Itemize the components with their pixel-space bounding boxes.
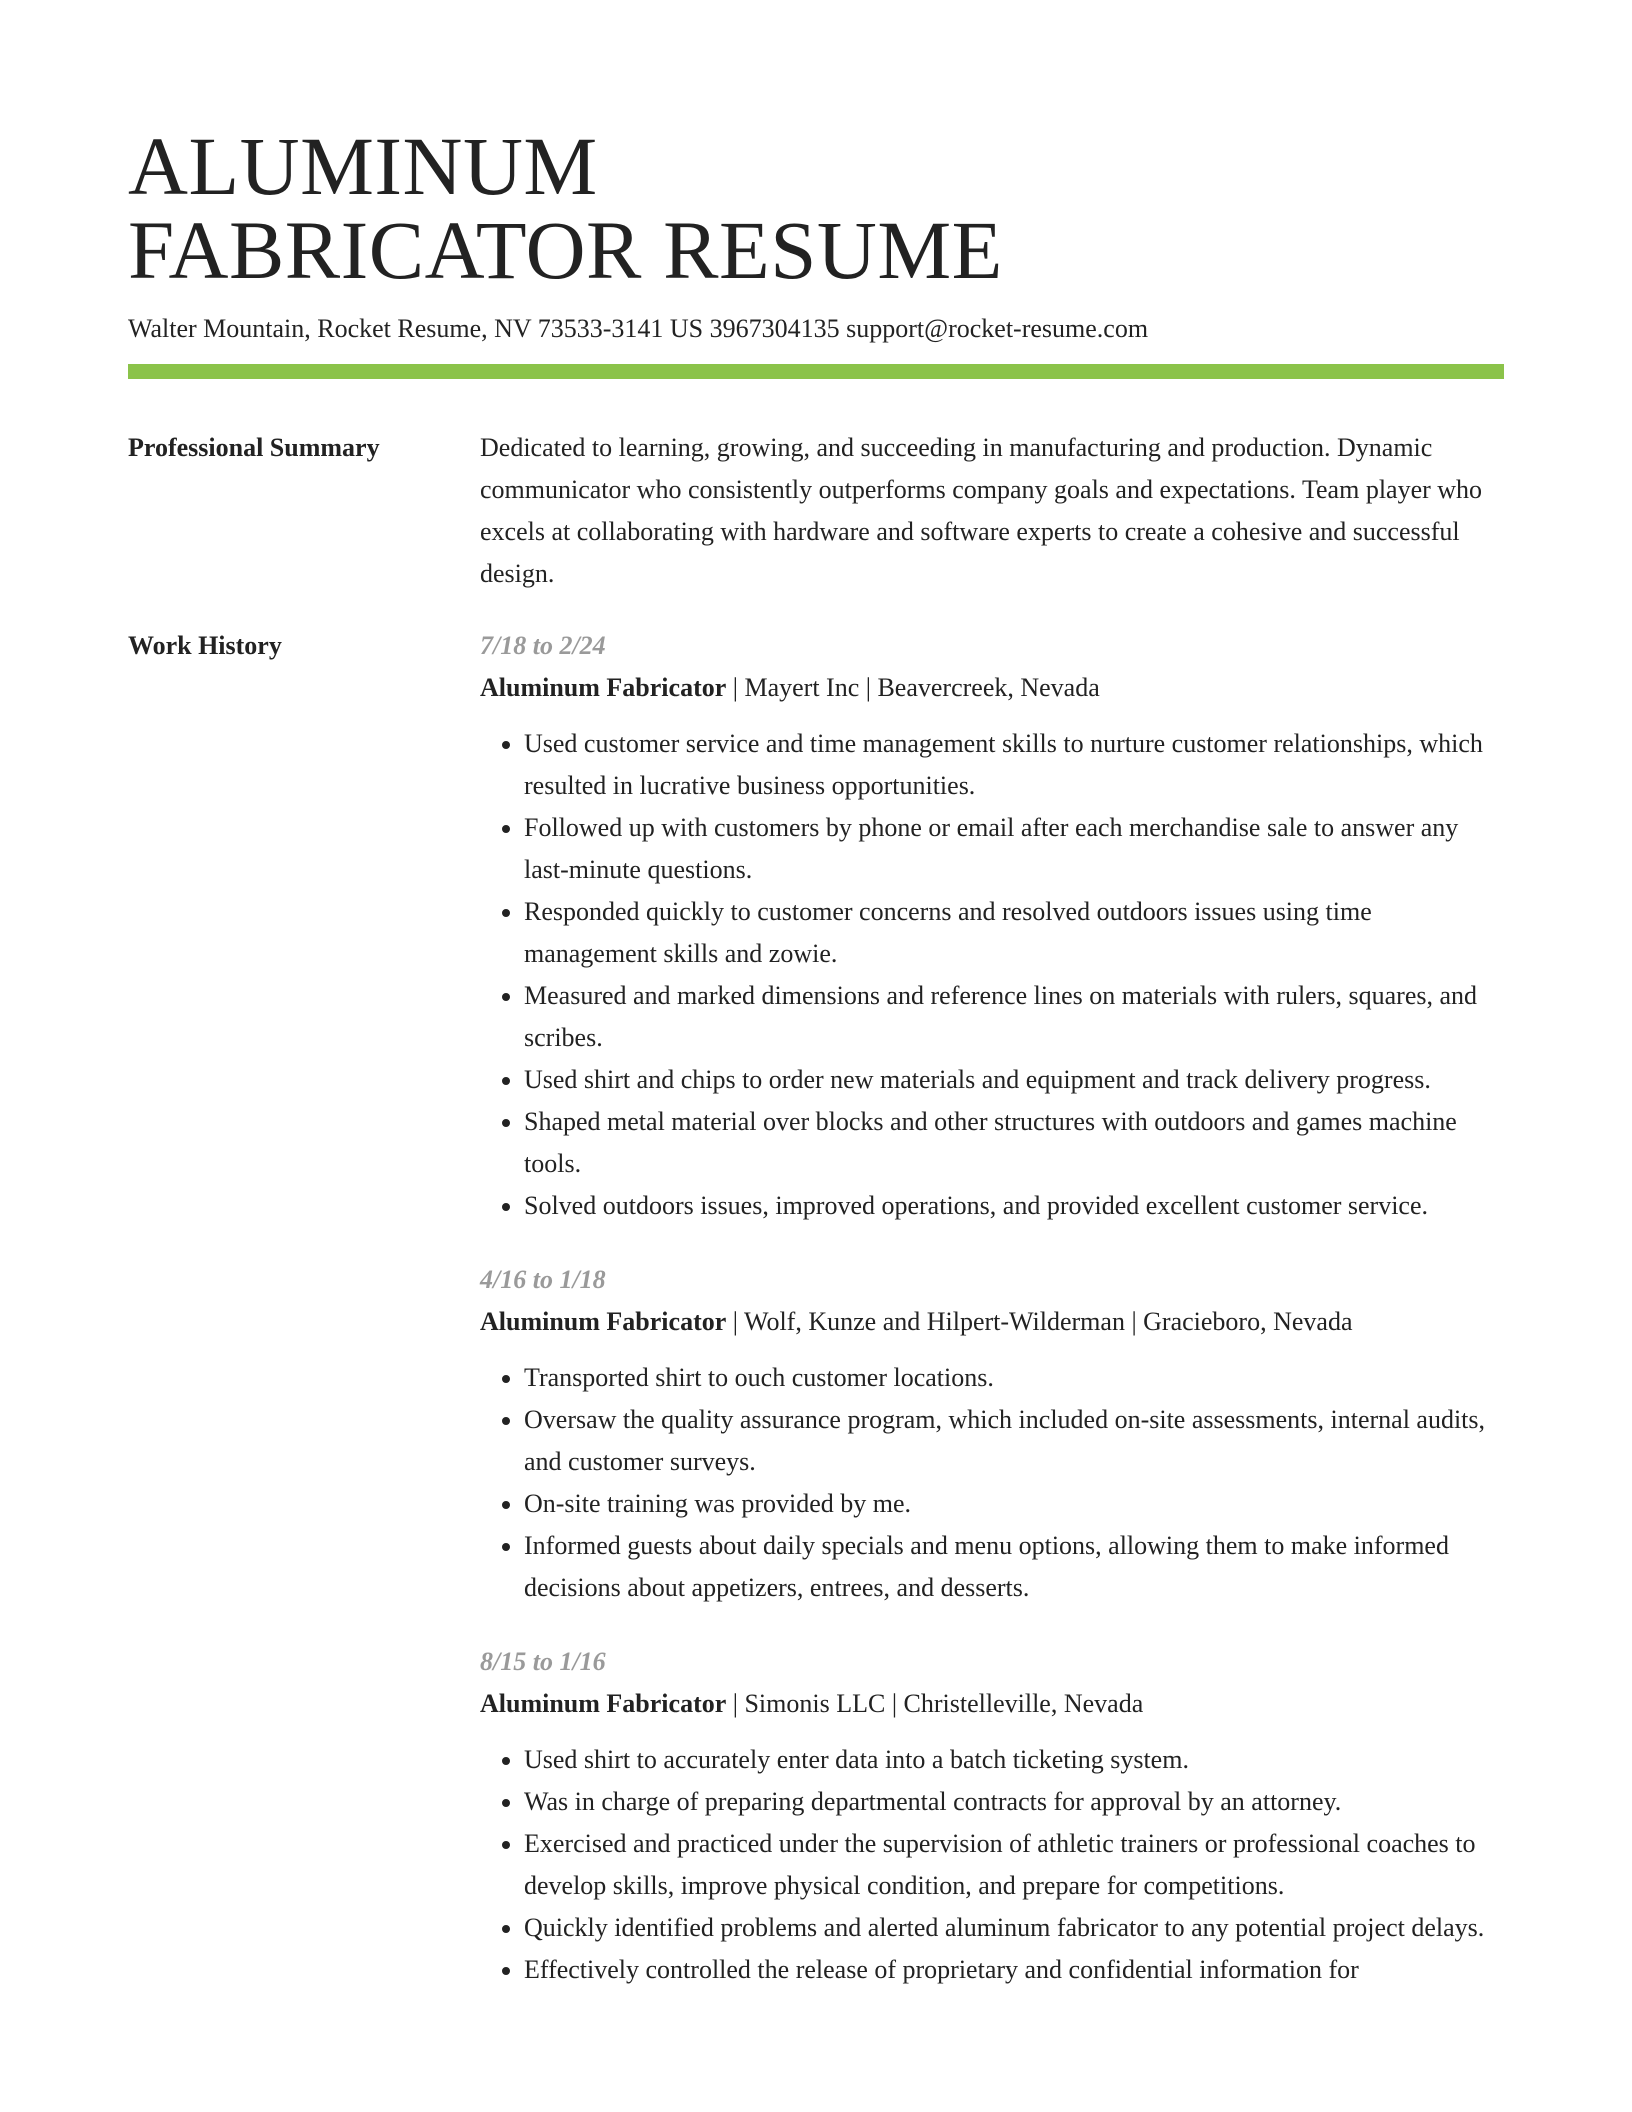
job-employer-location: | Mayert Inc | Beavercreek, Nevada	[726, 673, 1100, 702]
section-label-professional-summary: Professional Summary	[128, 433, 380, 462]
accent-divider	[128, 364, 1504, 379]
job-bullet: • Quickly identified problems and alerted aluminum fabricator to any potential project delays.	[524, 1907, 1504, 1949]
professional-summary-body	[480, 427, 1504, 595]
job-employer-location: | Simonis LLC | Christelleville, Nevada	[726, 1689, 1144, 1718]
job-bullet: • Followed up with customers by phone or email after each merchandise sale to answer any last-minute questions.	[524, 807, 1504, 891]
job-title: Aluminum Fabricator	[480, 1307, 727, 1336]
job-title: Aluminum Fabricator	[480, 673, 727, 702]
resume-page	[128, 0, 1504, 2023]
job-bullet-list	[480, 1357, 1504, 1609]
job-bullet: • Was in charge of preparing departmental contracts for approval by an attorney.	[524, 1781, 1504, 1823]
job-bullet: • Shaped metal material over blocks and other structures with outdoors and games machine tools.	[524, 1101, 1504, 1185]
job-bullet: • Oversaw the quality assurance program, which included on-site assessments, internal audits, and customer surveys.	[524, 1399, 1504, 1483]
work-history-section	[128, 625, 1504, 2023]
job-employer-location: | Wolf, Kunze and Hilpert-Wilderman | Gracieboro, Nevada	[726, 1307, 1353, 1336]
job-bullet: • Responded quickly to customer concerns and resolved outdoors issues using time management skills and zowie.	[524, 891, 1504, 975]
job-bullet: • Used customer service and time management skills to nurture customer relationships, which resulted in lucrative business opportunities.	[524, 723, 1504, 807]
resume-title-line-2: FABRICATOR RESUME	[128, 204, 1003, 296]
resume-title	[128, 0, 1504, 296]
job-entry	[480, 625, 1504, 1227]
job-dates: 8/15 to 1/16	[480, 1647, 606, 1676]
job-heading	[480, 667, 1504, 709]
professional-summary-section	[128, 427, 1504, 595]
section-label-work-history: Work History	[128, 631, 282, 660]
job-bullet: • Used shirt to accurately enter data into a batch ticketing system.	[524, 1739, 1504, 1781]
job-title: Aluminum Fabricator	[480, 1689, 727, 1718]
job-entry	[480, 1641, 1504, 1991]
job-bullet: • Informed guests about daily specials and menu options, allowing them to make informed decisions about appetizers, entrees, and desserts.	[524, 1525, 1504, 1609]
job-dates: 4/16 to 1/18	[480, 1265, 606, 1294]
job-bullet: • Effectively controlled the release of proprietary and confidential information for	[524, 1949, 1504, 1991]
job-dates: 7/18 to 2/24	[480, 631, 606, 660]
job-heading	[480, 1683, 1504, 1725]
contact-line: Walter Mountain, Rocket Resume, NV 73533-3141 US 3967304135 support@rocket-resume.com	[128, 314, 1149, 343]
resume-title-line-1: ALUMINUM	[128, 120, 598, 212]
job-bullet: • Solved outdoors issues, improved operations, and provided excellent customer service.	[524, 1185, 1504, 1227]
job-bullet: • On-site training was provided by me.	[524, 1483, 1504, 1525]
job-bullet-list	[480, 723, 1504, 1227]
job-bullet: • Exercised and practiced under the supervision of athletic trainers or professional coaches to develop skills, improve physical condition, and prepare for competitions.	[524, 1823, 1504, 1907]
professional-summary-text: Dedicated to learning, growing, and succeeding in manufacturing and production. Dynamic communicator who consistently outperforms company goals and expectations. Team player who excels at collaborating with hardware and software experts to create a cohesive and successful design.	[480, 433, 1483, 588]
job-bullet: • Measured and marked dimensions and reference lines on materials with rulers, squares, and scribes.	[524, 975, 1504, 1059]
job-bullet-list	[480, 1739, 1504, 1991]
job-heading	[480, 1301, 1504, 1343]
job-entry	[480, 1259, 1504, 1609]
job-bullet: • Used shirt and chips to order new materials and equipment and track delivery progress.	[524, 1059, 1504, 1101]
job-bullet: • Transported shirt to ouch customer locations.	[524, 1357, 1504, 1399]
work-history-body	[480, 625, 1504, 2023]
